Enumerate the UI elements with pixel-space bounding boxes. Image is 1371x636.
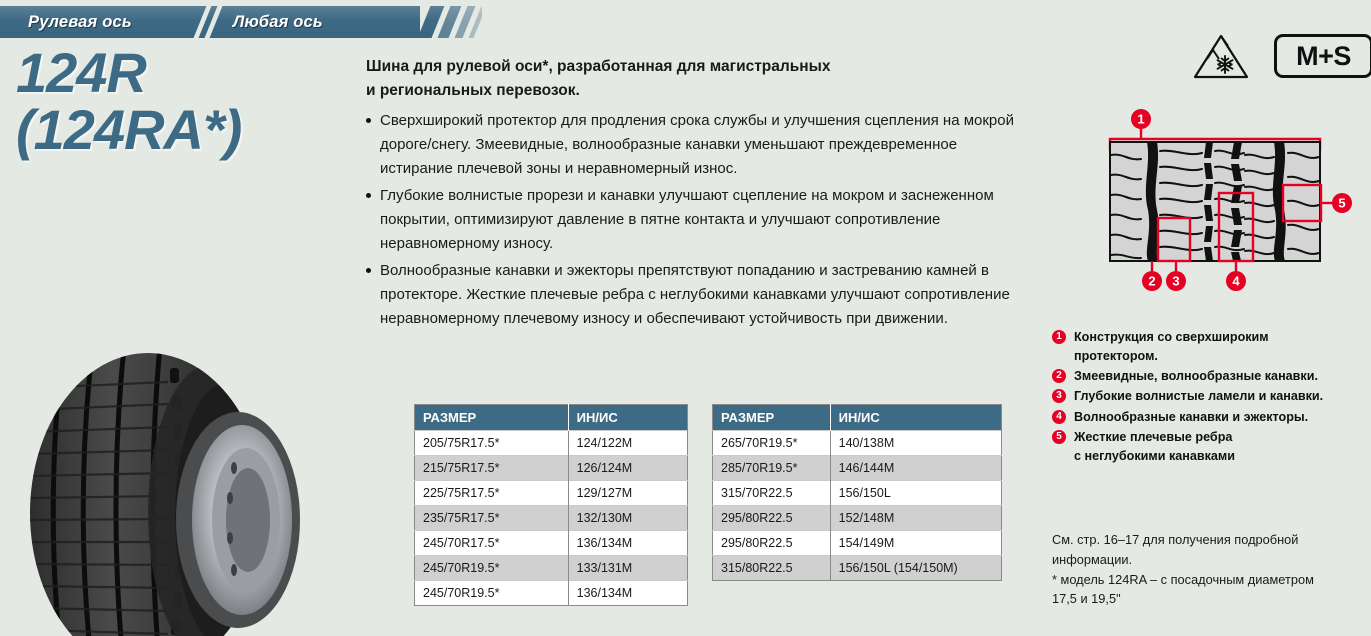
legend-item	[1052, 367, 1367, 386]
diagram-legend	[1052, 328, 1367, 467]
tab-any-axle[interactable]: Любая ось	[233, 13, 323, 31]
cell-li-si: 136/134M	[568, 581, 687, 606]
cell-li-si: 156/150L	[830, 481, 1001, 506]
legend-text-cont: с неглубокими канавками	[1074, 448, 1235, 463]
column-header-li-si: ИН/ИС	[830, 405, 1001, 431]
cell-size: 245/70R17.5*	[415, 531, 569, 556]
cell-size: 295/80R22.5	[713, 531, 831, 556]
cell-li-si: 136/134M	[568, 531, 687, 556]
cell-li-si: 133/131M	[568, 556, 687, 581]
lead-line-2: и региональных перевозок.	[366, 82, 580, 100]
feature-bullet: Глубокие волнистые прорези и канавки улучшают сцепление на мокром и заснеженном покрытии, оптимизируют давление в пятне контакта и улучшают сопротивление неравномерному износу.	[366, 184, 1016, 256]
cell-size: 225/75R17.5*	[415, 481, 569, 506]
table-row	[713, 481, 1002, 506]
tab-steering-axle[interactable]: Рулевая ось	[28, 13, 132, 31]
table-row	[415, 481, 688, 506]
svg-text:4: 4	[1232, 273, 1240, 289]
cell-size: 235/75R17.5*	[415, 506, 569, 531]
m-plus-s-marking: M+S	[1274, 34, 1371, 78]
size-table-right	[712, 404, 1002, 581]
cell-li-si: 124/122M	[568, 431, 687, 456]
size-table-left-wrapper	[414, 404, 688, 606]
table-row	[713, 531, 1002, 556]
cell-li-si: 132/130M	[568, 506, 687, 531]
legend-item	[1052, 428, 1367, 466]
model-title-line-2: (124RA*)	[16, 98, 242, 162]
cell-size: 285/70R19.5*	[713, 456, 831, 481]
legend-text: Конструкция со сверхшироким	[1074, 330, 1269, 344]
cell-size: 215/75R17.5*	[415, 456, 569, 481]
legend-text: Волнообразные канавки и эжекторы.	[1074, 409, 1309, 424]
cell-li-si: 146/144M	[830, 456, 1001, 481]
lead-paragraph	[366, 55, 1016, 103]
table-row	[713, 456, 1002, 481]
table-row	[415, 581, 688, 606]
legend-text: Жесткие плечевые ребра	[1074, 429, 1233, 444]
size-table-right-wrapper	[712, 404, 1002, 581]
three-peak-mountain-snowflake-icon	[1190, 33, 1252, 80]
legend-badge-3: 3	[1052, 389, 1066, 403]
footnotes	[1052, 530, 1362, 609]
table-row	[713, 431, 1002, 456]
description-column	[366, 55, 1016, 334]
legend-badge-4: 4	[1052, 410, 1066, 424]
svg-text:5: 5	[1338, 195, 1346, 211]
svg-text:1: 1	[1137, 111, 1145, 127]
legend-text: Змеевидные, волнообразные канавки.	[1074, 369, 1318, 384]
table-row	[415, 431, 688, 456]
table-header-row	[713, 405, 1002, 431]
legend-badge-2: 2	[1052, 369, 1066, 383]
cell-li-si: 154/149M	[830, 531, 1001, 556]
table-row	[415, 556, 688, 581]
footnote-reference-line-2: информации.	[1052, 551, 1133, 567]
cell-size: 295/80R22.5	[713, 506, 831, 531]
feature-bullet-list	[366, 109, 1016, 331]
table-row	[415, 506, 688, 531]
legend-item	[1052, 328, 1367, 366]
axis-tab-bar	[0, 6, 482, 38]
svg-text:2: 2	[1148, 273, 1156, 289]
feature-bullet: Сверхширокий протектор для продления срока службы и улучшения сцепления на мокрой дороге/снегу. Змеевидные, волнообразные канавки уменьшают преждевременное истирание плечевой зоны и неравномерный износ.	[366, 109, 1016, 181]
cell-size: 315/70R22.5	[713, 481, 831, 506]
footnote-asterisk-line-2: 17,5 и 19,5"	[1052, 591, 1121, 607]
size-table-left	[414, 404, 688, 606]
feature-bullet: Волнообразные канавки и эжекторы препятствуют попаданию и застреванию камней в протекторе. Жесткие плечевые ребра с неглубокими канавками улучшают сопротивление неравномерному плечевому износу и обеспечивают устойчивость при движении.	[366, 259, 1016, 331]
table-row	[415, 456, 688, 481]
column-header-li-si: ИН/ИС	[568, 405, 687, 431]
footnote-asterisk-line-1: * модель 124RA – с посадочным диаметром	[1052, 571, 1314, 587]
table-row	[713, 556, 1002, 581]
legend-badge-1: 1	[1052, 330, 1066, 344]
legend-text-cont: протектором.	[1074, 349, 1158, 364]
cell-size: 315/80R22.5	[713, 556, 831, 581]
footnote-reference-line-1: См. стр. 16–17 для получения подробной	[1052, 532, 1299, 547]
model-title-line-1: 124R	[16, 41, 146, 104]
legend-item	[1052, 387, 1367, 406]
cell-size: 245/70R19.5*	[415, 556, 569, 581]
legend-item	[1052, 408, 1367, 427]
legend-badge-5: 5	[1052, 430, 1066, 444]
lead-line-1: Шина для рулевой оси*, разработанная для магистральных	[366, 58, 831, 75]
model-title	[16, 41, 346, 162]
cell-li-si: 152/148M	[830, 506, 1001, 531]
tire-product-photo	[20, 338, 320, 636]
cell-size: 265/70R19.5*	[713, 431, 831, 456]
cell-li-si: 129/127M	[568, 481, 687, 506]
column-header-size: РАЗМЕР	[415, 405, 569, 431]
svg-text:3: 3	[1172, 273, 1180, 289]
cell-li-si: 156/150L (154/150M)	[830, 556, 1001, 581]
table-row	[415, 531, 688, 556]
table-header-row	[415, 405, 688, 431]
column-header-size: РАЗМЕР	[713, 405, 831, 431]
cell-size: 205/75R17.5*	[415, 431, 569, 456]
table-row	[713, 506, 1002, 531]
tread-pattern-diagram	[1084, 95, 1354, 300]
cell-li-si: 126/124M	[568, 456, 687, 481]
cell-size: 245/70R19.5*	[415, 581, 569, 606]
legend-text: Глубокие волнистые ламели и канавки.	[1074, 389, 1324, 404]
cell-li-si: 140/138M	[830, 431, 1001, 456]
